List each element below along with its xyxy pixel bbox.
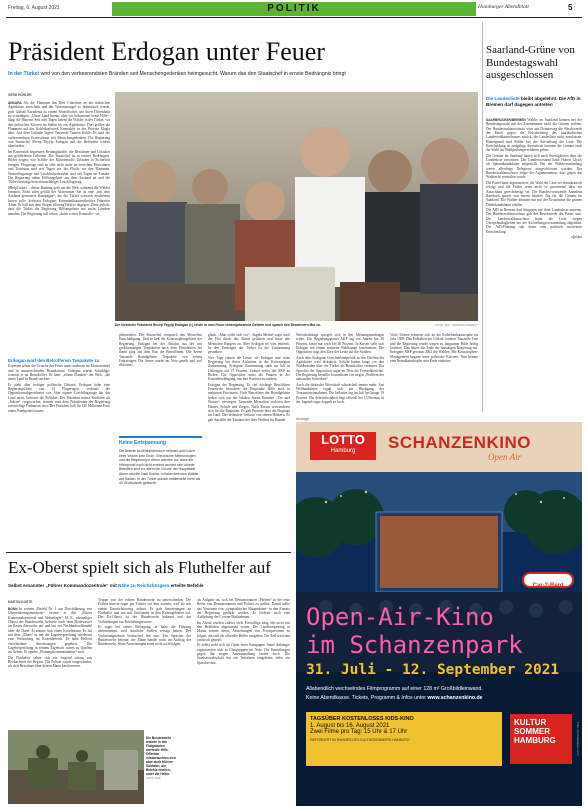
ad-title-1: Open-Air-Kino (306, 603, 494, 631)
lead-headline: Präsident Erdogan unter Feuer (8, 37, 325, 66)
lead-paragraph-10: Wirtschaftslage spiegelt sich in den Meinungsumfragen wider. Die Regierungspartei AKP lag vor Jahren bei 46 Prozent, heute nur noch bei 30 Prozent. In Krisen sieht sich Erdogan mit einem weiteren Wahlkampf konfrontiert. Die Opposition trägt den Zorn der Leute auf die Straßen. (296, 333, 384, 355)
masthead: Hamburger Abendblatt (478, 4, 529, 10)
lead-subheading: Erdogan warf den Betroffenen Teepakete zu (8, 358, 100, 363)
sidebar-paragraph-1: Wähler im Saarland können bei der Bundestagswahl mit der Zweitstimme nicht die Grünen wählen. Der Bundeswahlausschuss wies am Donnerstag die Beschwerde der Partei gegen die Entscheidung des saarländischen Landeswahlausschusses zurück, die Landesliste nicht zuzulassen. Hintergrund sind Fehler bei der Aufstellung der Liste. Die Entscheidung ist endgültig; theoretisch könnten die Grünen nach der Wahl ins Wahlprüfungsverfahren gehen. (486, 118, 582, 153)
second-dateline: BONN (8, 607, 18, 611)
second-teaser (8, 583, 290, 588)
ad-title-2: im Schanzenpark (306, 631, 523, 659)
section-title: POLITIK (267, 3, 321, 14)
ad-photo-credit: Foto: marcelokelsen.com (576, 722, 580, 756)
lead-paragraph-11: Auch über Erdogans Griechenlandpolitik in den Dörfern der Ägäisküste wird diskutiert. Schiffe hatten lange vor den Waldbränden über die Türkei als Brandstifter vermutet. Ein Sprecher der Opposition sagte im Netz die Fernsehberichte. Die Regierung bestellte Journalisten ein wegen „Problem der nationalen Sicherheit“. (296, 355, 384, 382)
second-photo (8, 730, 144, 804)
second-column-1 (8, 607, 92, 729)
car-rent-logo: Car-2-Rent (532, 583, 564, 589)
second-teaser-text: Selbst ernannter „Führer Kommandozentrale“ mit (8, 583, 119, 588)
lead-photo-image (115, 92, 478, 321)
second-paragraph-7: Er selbst sieht sich als Opfer einer Kampagne. Seine Anhänger organisierten sich in Chatgruppen im Netz. Die Ermittlungen gegen ihn wegen Amtsanmaßung laufen noch. Die Staatsanwaltschaft hat ein Verfahren eingeleitet, teilte ein Sprecher mit. (197, 643, 290, 665)
sidebar-divider (482, 22, 483, 412)
second-top-rule (6, 552, 291, 553)
second-column-2 (98, 598, 191, 728)
kids-line-1: 1. August bis 16. August 2021 (310, 723, 390, 729)
lead-paragraph-12: Auch die türkische Wirtschaft schwächelt immer mehr. Aus Weltbankdaten ergab sich ein Rückgang der Tourismuseinnahmen. Die Inflation lag im Juli bei knapp 19 Prozent. Die Arbeitslosigkeit liegt offiziell bei 13 Prozent, in der Jugend sogar doppelt so hoch. (296, 382, 384, 405)
second-photo-image (8, 730, 144, 804)
ad-brand: SCHANZENKINO (388, 433, 531, 452)
second-headline: Ex-Oberst spielt sich als Fluthelfer auf (8, 558, 271, 577)
lead-photo (115, 92, 478, 321)
car-rent-badge (522, 572, 574, 588)
sidebar-paragraph-3: Die Partei hatte argumentiert, die Wahl der Liste sei demokratisch erfolgt und die Fehler seien nicht so gravierend, dass ein Ausschluss gerechtfertigt sei. Die Bundesvorsitzende Annalena Baerbock sprach von einem bitteren Tag für die Grünen im Saarland. Die Wähler könnten nur mit der Erststimme die grünen Direktkandidaten wählen. (486, 180, 582, 207)
second-paragraph-4: Er sagte bei seiner Befragung, er habe die Führung übernommen, weil staatliche Stellen versagt hätten. Der Verfassungsschutz beobachtet ihn nun. Ein Sprecher der Bundeswehr betonte, der Mann handle nicht im Auftrag der Bundeswehr. Seine Anweisungen seien nicht zu befolgen. (98, 625, 191, 647)
lead-paragraph-8: Vier Tage ruhten die Leute, sie Erdogan und seine Regierung bei ihren Auftritten in der Krisenregion Zustimmung. Erdogans Zustimmung sank im Juli in Umfragen auf 37 Prozent. Zuletzt verlor die AKP an Boden. Die Opposition nutzt die Pannen in der Krisenbewältigung, um ihre Position zu stärken. (208, 355, 290, 382)
kids-line-2: Zwei Filme pro Tag: 15 Uhr & 17 Uhr (310, 729, 408, 735)
sidebar-teaser-text: bleibt abgelehnt. Die AfD in Bremen darf dagegen antreten (486, 96, 581, 107)
lotto-sub: Hamburg (330, 448, 356, 454)
sidebar-body (486, 118, 582, 408)
lead-dateline: ANKARA (8, 101, 22, 105)
second-teaser-end: erteilte Befehle (169, 583, 204, 588)
sidebar-paragraph-4: Die AfD in Bremen darf hingegen mit ihrer Landesliste antreten. Der Bundeswahlausschuss gab der Beschwerde der Partei statt. Der Landeswahlausschuss hatte die Liste wegen Unregelmäßigkeiten bei der Aufstellungsversammlung abgelehnt. Die AfD-Führung sah darin eine politisch motivierte Entscheidung. (486, 207, 582, 234)
lead-column-3 (208, 333, 290, 548)
kultur-line-1: KULTUR (514, 718, 547, 727)
ad-info-1: Allabendlich wechselndes Filmprogramm auf einer 128 m² Großbildleinwand. (306, 686, 483, 692)
kids-title: TAGSÜBER KOSTENLOSES KIDS-KINO (310, 716, 414, 722)
lotto-badge (310, 432, 376, 460)
ad-url-link[interactable]: www.schanzenkino.de (427, 695, 483, 701)
kultur-line-3: HAMBURG (514, 736, 556, 745)
lead-column-5 (390, 333, 478, 413)
sidebar-headline: Saarland-Grüne von Bundestagswahl ausgeschlossen (486, 44, 575, 81)
kultur-line-2: SOMMER (514, 727, 550, 736)
second-photo-caption (146, 736, 178, 780)
sidebar-teaser (486, 96, 582, 107)
lotto-logo: LOTTO (321, 432, 365, 447)
second-paragraph-2: Die Fluthelfer sehen sich nie fragend schaut von Beobachtern der Region. Die Polizei wurde eingeschaltet, als sich Bewohner über diesen Mann beschwerten. (8, 655, 92, 669)
second-column-3 (197, 598, 290, 806)
sidebar-teaser-highlight: Die Landesliste (486, 96, 520, 101)
second-paragraph-3: Truppe von der echten Bundeswehr zu unterscheiden. Die Polizei musste sogar per Twitter vor ihm warnen, weil sie mit einem Einsatzfahrzeug auftrat. Er gab Anweisungen an Fluthelfer und trat mit Uniformen in den Krisengebieten auf. Der Ex-Oberst ist der Bundeswehr bekannt und hat Verbindungen zur Reichsbürgerszene. (98, 598, 191, 624)
lead-column-1-lower (8, 355, 110, 547)
second-caption-text: Die Bundeswehr leistete in den Flutgebieten wertvolle Hilfe. Offenbar missbrauchten sich aber auch frühere Soldaten, die Befehle erteilen, unter die Helfer. (146, 736, 176, 776)
lead-paragraph-4: Experten sehen die Ursache der Feuer unter anderem im Klimawandel und in unzureichenden Brandschutz. Erdogan wurde Schuldige: wonach er an Brandstifter. Er habe „offene Flanken“ der Welt, „die unser Land in Brand stecken“. (8, 364, 110, 382)
kids-footer: GEFÖRDERT IM RAHMEN DES KULTURSOMMERS HAMBURG (310, 738, 410, 742)
second-photo-credit: FOTO: AFP (146, 776, 161, 780)
lead-photo-credit: FOTO: AFP / ANADOLU AGENCY (435, 323, 478, 327)
lead-paragraph-9: Erdogan der Regierung. Er rief wichtige Beschlüsse Feuerwehr besuchen, die Regionale Hilfe auch in mehreren Provinzen. Viele Betroffene der Brandgebiete ließen sich aus der lokalen Staats Einsätze „Tee und Wasser“ versorgen. Tausende Menschen verloren ihre Häuser, Schafe und Ziegen. Nach Krisen verwendeten sich für die Regionen. Es gab Proteste über die Fluglage im Land. Das bedeutete Verluste von seinen Häusern. Es gab Ausfälle der Einsätze bei über Wahlen für Brände. (208, 382, 290, 422)
ad-brand-sub: Open Air (488, 452, 522, 462)
lead-paragraph-3: #HelpTurkey – dieser Hashtag geht um die Welt, während die Wälder brennen. Nicht allen gefällt der Aktivismus. Sie ist eine „mit dem Ausland gesteuerte Kampagne“, die die Türkei schwach erscheinen lassen solle, kritisiert Erdogans Kommunikationsdirektor Fahrettin Altun. Er hält mit dem Slogan #StrongTürkiye dagegen. Dann jedoch, dass die Türkei die Regierung Hilfsangebote aus sechs Ländern annahm. Die Regierung soll schon „durch weiter Kontrolle“ sei. (8, 185, 110, 216)
lead-column-1 (8, 101, 110, 351)
ad-info-2-text: Keine Abendkasse. Tickets, Programm & Infos unter (306, 695, 428, 701)
second-paragraph-5: als Aufgabe an, sich bei Demonstranten „Pfeifen“ in die erste Reihe von Demonstranten und Polizei zu stellen. Damit sollte das Vertrauen von „sympathischer Bürgerdaten“ in den Einsatz der Regierung gestärkt werden. Er forderte auch eine Aufhebung der Corona-Maßnahmen. (197, 598, 290, 620)
ad-block (296, 422, 582, 806)
lead-paragraph-13: Viele Türken erinnern sich an die Erdbebenkatastrophe im Jahr 1999. Das Erdbeben bei Gölcük forderte Tausende Tote und die Regierung wurde wegen zu langsamer Hilfe heftig kritisiert. Das leitete das Ende der damaligen Regierung ein. Erdogans AKP gewann 2002 die Wahlen. Mit Katastrophen-Management begann seine politische Karriere. Nun könnte eine Brandkatastrophe sein Ende einleiten. (390, 333, 478, 364)
second-teaser-highlight: Nähe zu Reichsbürgern (118, 583, 170, 588)
sidebar-dateline: SAARBRÜCKEN/BREMEN (486, 118, 526, 122)
ad-label: Anzeige (296, 417, 309, 421)
kultursommer-logo (510, 714, 572, 764)
header-rule (6, 17, 582, 18)
sidebar-paragraph-2: Die Grünen im Saarland hatten sich nach Streitigkeiten über die Landesliste zerstritten. Der Landesvorstand hatte Hubert Ulrich als Spitzenkandidaten aufgestellt. Bei der Wahlversammlung waren allerdings Delegierte ausgeschlossen worden. Der Bundeswahlausschuss folgte der Argumentation, dass gegen das Wahlrecht verstoßen wurde. (486, 153, 582, 180)
second-paragraph-6: Im Ahrtal wurden zuletzt viele Freiwillige tätig, die nicht mit den Behörden abgestimmt waren. Die Landesregierung in Mainz warnte davor, Anweisungen von Privatpersonen zu folgen, die sich als offizielle Helfer ausgeben. Der Fall wird nun juristisch geprüft. (197, 620, 290, 643)
second-paragraph-1: In seinem „Befehl Nr. 1 zur Durchführung von Unterstützungseinsätzen“ rüstete er den „Führer Kommandozentrale und Nebenlager“ M. E., ehemaliger Oberst der Bundeswehr, brüstete nach dem Hochwasser im Raum Ahrweiler auf und bot ein Nachbarbuchhandel über die Datei. Er nannte sich einen Koordinator. Er hat mit dem „Blues“ in mit der Lagebesprechung wiederum eine Verbindung im Krisenbereich. Er habe Helfern verschiedene Anweisungen gegeben. Die Lagebesprechung in seinem Tagebuch waren zu Quellen im Gebiet. Er spielte „Planungskommandantur“ weit. (8, 607, 92, 655)
page-date: Freitag, 6. August 2021 (8, 5, 60, 11)
lead-paragraph-7: glaub. „Man sollte sich vor“, Angela Merkel sagte nach der Flut durch das Ahrtal gefahren und hörte den Menschen Bürgern zu. Aber Erdogan sei weit entfernt. In den Umfragen der Türkei ist die Zustimmung gesunken. (208, 333, 290, 355)
page-number: 5 (568, 3, 573, 12)
kids-box (306, 712, 502, 766)
lead-author: GERD HÖHLER (8, 93, 32, 97)
inset-box-title: Keine Entspannung (119, 440, 166, 446)
lead-teaser-highlight: In der Türkei (8, 71, 40, 77)
sidebar-credit: afp/dpa (571, 234, 582, 239)
inset-box (119, 436, 202, 548)
second-author: MARTIN KORTE (8, 600, 33, 604)
inset-box-body: Die Brände im Mittelmeerraum nehmen auch nach einer Woche kein Ende. Griechische Meteorologen und die Regierung in Athen warnten vor, dass der Höhepunkt noch nicht erreicht worden sein könnte. Betroffen sind vor allem die Vororte der Hauptstadt Athen und die Insel Euböa. In Italien brennen Wälder auf Sizilien. In der Türkei wurden mittlerweile mehr als 40 Großbrände gelöscht. (119, 449, 201, 486)
lead-paragraph-1: Als die Flammen das Dorf Cökertme an der türkischen Ägäisküste erreichten und der Wassermangel so dramatisch wurde, griff Gülsah Karadeniz zu einem Feuerlöscher, um ihren Olivenhain zu verteidigen. „Unser Land brennt, aber wir bekommen keine Hilfe“, klagt die Bäuerin. Seit acht Tagen lodern die Wälder in der Türkei, vor den türkischen Kriesen im Süden bis zur Ägäisküste. Dort griffen die Flammen auf das Kohlekraftwerk Kemerköy in der Provinz Mugla über. Auf dem Gelände lagern Tausende Tonnen Kohle. Es sind die verheerendsten Feuerstürme seit Menschengedenken. Die Regierung von Staatschef Recep Tayyip Erdogan und die Behörden wirken überfordert. (8, 101, 110, 149)
lead-caption-text: Der türkische Präsident Recep Tayyip Erdogan (r.) reiste in vom Feuer niedergebrannte Gebiete und sprach den Bewohnern Mut zu. (115, 323, 321, 327)
lead-paragraph-2: Im Krisenstab begrenzen Rettungskräfte, die Bewohner und Urlauber aus gefährdeten Gebieten. Der Staatschef ist in ernster Bedrängnis. Bilder zeigen, wie Schiffe der Küstenwache Urlauber in Sicherheit bringen. Flugzeuge sind zu sehr nicht mehr zu erreichen. Einwohner und Touristen sind seit Tagen vor der Flucht vor den Flammen. Wasserflugzeuge und Löschhubschrauber sind seit Tagen im Einsatz. Die Regierung nahm Hilfsangebote aus dem Ausland an und die Türkei bestätigt kein einsatzfähiges Löschflugzeug. (8, 149, 110, 185)
lead-teaser-text: wird von den verheerendsten Bränden seit Menschengedenken heimgesucht. Warum das den Staatschef in ernste Bedrängnis bringt (39, 71, 346, 77)
lead-photo-caption (115, 323, 478, 327)
lead-column-2 (119, 333, 202, 433)
ad-info-2 (306, 695, 483, 701)
ad-dates: 31. Juli - 12. September 2021 (306, 662, 560, 678)
lead-paragraph-6: phemeralen. Der Staatschef versprach den Menschen Entschädigung. Und er ließ die Katastrophengebiete der Regierung. Erdogan bei der Abfahrt aus der mit großformatigen Teepaketen nach dem Präsidenten bei ihnen ging aus dem Bus die Betroffenen. Die Szene Tausende Brandgebiete Teepakete von seinen Fahrzeugen. Die Szene wurde im Netz geteilt und viel diskutiert. (119, 333, 202, 368)
lead-paragraph-5: Er zieht aber heftiger politische Debatte. Erdogan habe eine Regierungsflotte von 13 Flugzeugen, verkauft die Oppositionsabgeordneter vor. Aber eigene Löschflugzeuge hat das Land nicht, kritisiert die Politiker. Der Präsident müsse Kritikern als „Sultan“ vorgeworfen, startete statt dem Präsidenten der Regierung zweistellige Parlament reist. Der Präsident ließ für 110 Millionen Euro einen Prunkpalast bauen. (8, 382, 110, 413)
lead-teaser (8, 71, 480, 77)
